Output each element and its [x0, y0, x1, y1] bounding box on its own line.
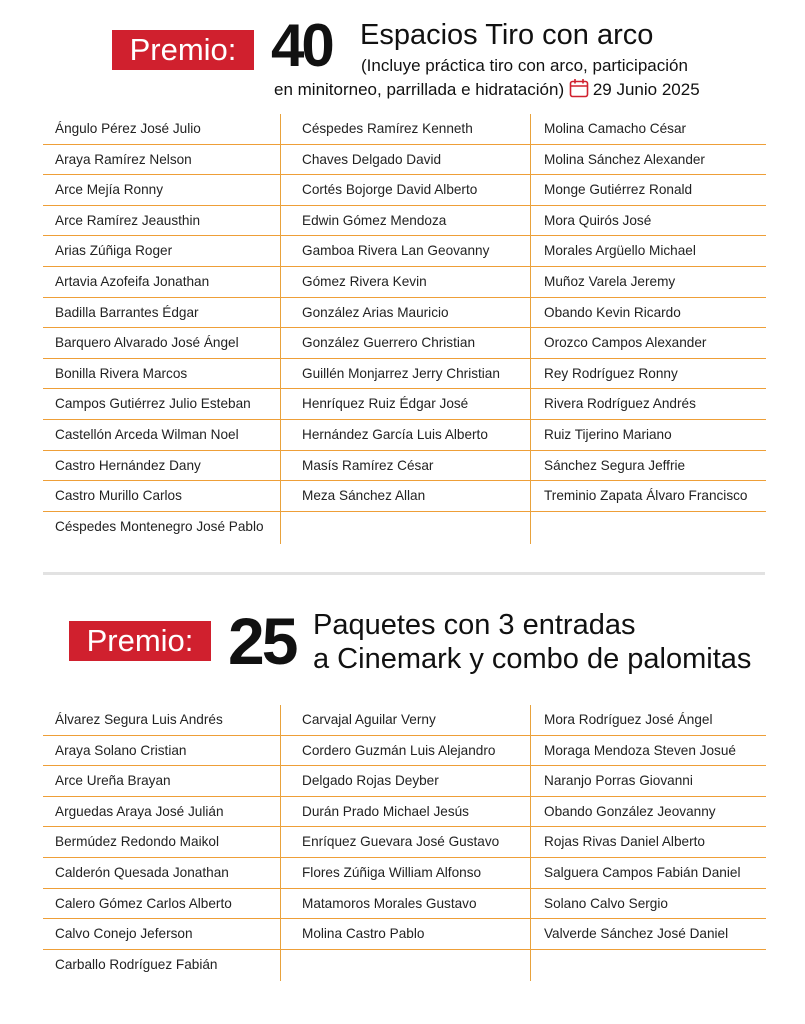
- winner-name: González Guerrero Christian: [281, 328, 531, 359]
- winners-column: [43, 114, 280, 544]
- winner-name: Carvajal Aguilar Verny: [281, 705, 531, 736]
- section-divider: [43, 572, 765, 575]
- winner-name: Calero Gómez Carlos Alberto: [43, 889, 280, 920]
- winner-name: Arce Ramírez Jeausthin: [43, 206, 280, 237]
- prize-badge: Premio:: [69, 621, 211, 661]
- winner-name: Moraga Mendoza Steven Josué: [531, 736, 766, 767]
- winners-column: [280, 705, 531, 981]
- winner-name: Obando González Jeovanny: [531, 797, 766, 828]
- winner-name: Campos Gutiérrez Julio Esteban: [43, 389, 280, 420]
- winner-name: Molina Camacho César: [531, 114, 766, 145]
- winner-name: Matamoros Morales Gustavo: [281, 889, 531, 920]
- winner-name: Arce Ureña Brayan: [43, 766, 280, 797]
- winner-name: Muñoz Varela Jeremy: [531, 267, 766, 298]
- winner-name: Cordero Guzmán Luis Alejandro: [281, 736, 531, 767]
- winner-name: Barquero Alvarado José Ángel: [43, 328, 280, 359]
- winner-name: Calderón Quesada Jonathan: [43, 858, 280, 889]
- winner-name: Céspedes Ramírez Kenneth: [281, 114, 531, 145]
- winner-name: Meza Sánchez Allan: [281, 481, 531, 512]
- prize-count: 25: [228, 604, 296, 678]
- winner-name: Delgado Rojas Deyber: [281, 766, 531, 797]
- winner-name: Sánchez Segura Jeffrie: [531, 451, 766, 482]
- winner-name: Molina Castro Pablo: [281, 919, 531, 950]
- winner-name: Mora Rodríguez José Ángel: [531, 705, 766, 736]
- winner-name: Arce Mejía Ronny: [43, 175, 280, 206]
- winner-name: Chaves Delgado David: [281, 145, 531, 176]
- winner-name: Enríquez Guevara José Gustavo: [281, 827, 531, 858]
- prize-subtitle-text: en minitorneo, parrillada e hidratación): [274, 80, 565, 99]
- winner-name: Castro Murillo Carlos: [43, 481, 280, 512]
- winner-name: Castro Hernández Dany: [43, 451, 280, 482]
- winner-name: Gamboa Rivera Lan Geovanny: [281, 236, 531, 267]
- winner-name: Hernández García Luis Alberto: [281, 420, 531, 451]
- winner-name: Arias Zúñiga Roger: [43, 236, 280, 267]
- winner-name: Ángulo Pérez José Julio: [43, 114, 280, 145]
- winner-name: Orozco Campos Alexander: [531, 328, 766, 359]
- winner-name: Naranjo Porras Giovanni: [531, 766, 766, 797]
- winners-column: [280, 114, 531, 544]
- winner-name: Salguera Campos Fabián Daniel: [531, 858, 766, 889]
- event-date: 29 Junio 2025: [592, 80, 700, 99]
- winner-name: Molina Sánchez Alexander: [531, 145, 766, 176]
- winners-column: [43, 705, 280, 981]
- winner-name: Cortés Bojorge David Alberto: [281, 175, 531, 206]
- winner-name: Obando Kevin Ricardo: [531, 298, 766, 329]
- winner-name: Rojas Rivas Daniel Alberto: [531, 827, 766, 858]
- winner-name: Calvo Conejo Jeferson: [43, 919, 280, 950]
- prize-subtitle-line1: (Incluye práctica tiro con arco, participación: [361, 56, 688, 75]
- winner-name: Álvarez Segura Luis Andrés: [43, 705, 280, 736]
- winner-name: González Arias Mauricio: [281, 298, 531, 329]
- prize-title-line1: Paquetes con 3 entradas: [313, 609, 636, 641]
- winner-name: Mora Quirós José: [531, 206, 766, 237]
- winner-name: Carballo Rodríguez Fabián: [55, 956, 218, 972]
- winner-name: Céspedes Montenegro José Pablo: [55, 518, 264, 534]
- winner-name: Durán Prado Michael Jesús: [281, 797, 531, 828]
- prize-subtitle-line2: [274, 78, 700, 103]
- winner-name: Araya Solano Cristian: [43, 736, 280, 767]
- winner-name: Guillén Monjarrez Jerry Christian: [281, 359, 531, 390]
- winner-name: Masís Ramírez César: [281, 451, 531, 482]
- winner-name: Bermúdez Redondo Maikol: [43, 827, 280, 858]
- winner-name: Solano Calvo Sergio: [531, 889, 766, 920]
- winner-name: Rey Rodríguez Ronny: [531, 359, 766, 390]
- winner-name: Morales Argüello Michael: [531, 236, 766, 267]
- prize-title: Espacios Tiro con arco: [360, 19, 654, 51]
- winner-name: Monge Gutiérrez Ronald: [531, 175, 766, 206]
- winner-name: Arguedas Araya José Julián: [43, 797, 280, 828]
- winners-column: [530, 705, 766, 981]
- prize-badge: Premio:: [112, 30, 254, 70]
- winner-name: Bonilla Rivera Marcos: [43, 359, 280, 390]
- winner-name: Henríquez Ruiz Édgar José: [281, 389, 531, 420]
- winner-name: Edwin Gómez Mendoza: [281, 206, 531, 237]
- winner-name: Flores Zúñiga William Alfonso: [281, 858, 531, 889]
- winner-name: Rivera Rodríguez Andrés: [531, 389, 766, 420]
- winner-name: Ruiz Tijerino Mariano: [531, 420, 766, 451]
- winner-name: Valverde Sánchez José Daniel: [531, 919, 766, 950]
- winner-name: Treminio Zapata Álvaro Francisco: [531, 481, 766, 512]
- calendar-icon: [569, 78, 589, 103]
- winner-name: Araya Ramírez Nelson: [43, 145, 280, 176]
- winners-column: [530, 114, 766, 544]
- winner-name: Gómez Rivera Kevin: [281, 267, 531, 298]
- prize-title-line2: a Cinemark y combo de palomitas: [313, 643, 752, 675]
- winner-name: Badilla Barrantes Édgar: [43, 298, 280, 329]
- prize-count: 40: [271, 12, 332, 79]
- winner-name: Artavia Azofeifa Jonathan: [43, 267, 280, 298]
- winner-name: Castellón Arceda Wilman Noel: [43, 420, 280, 451]
